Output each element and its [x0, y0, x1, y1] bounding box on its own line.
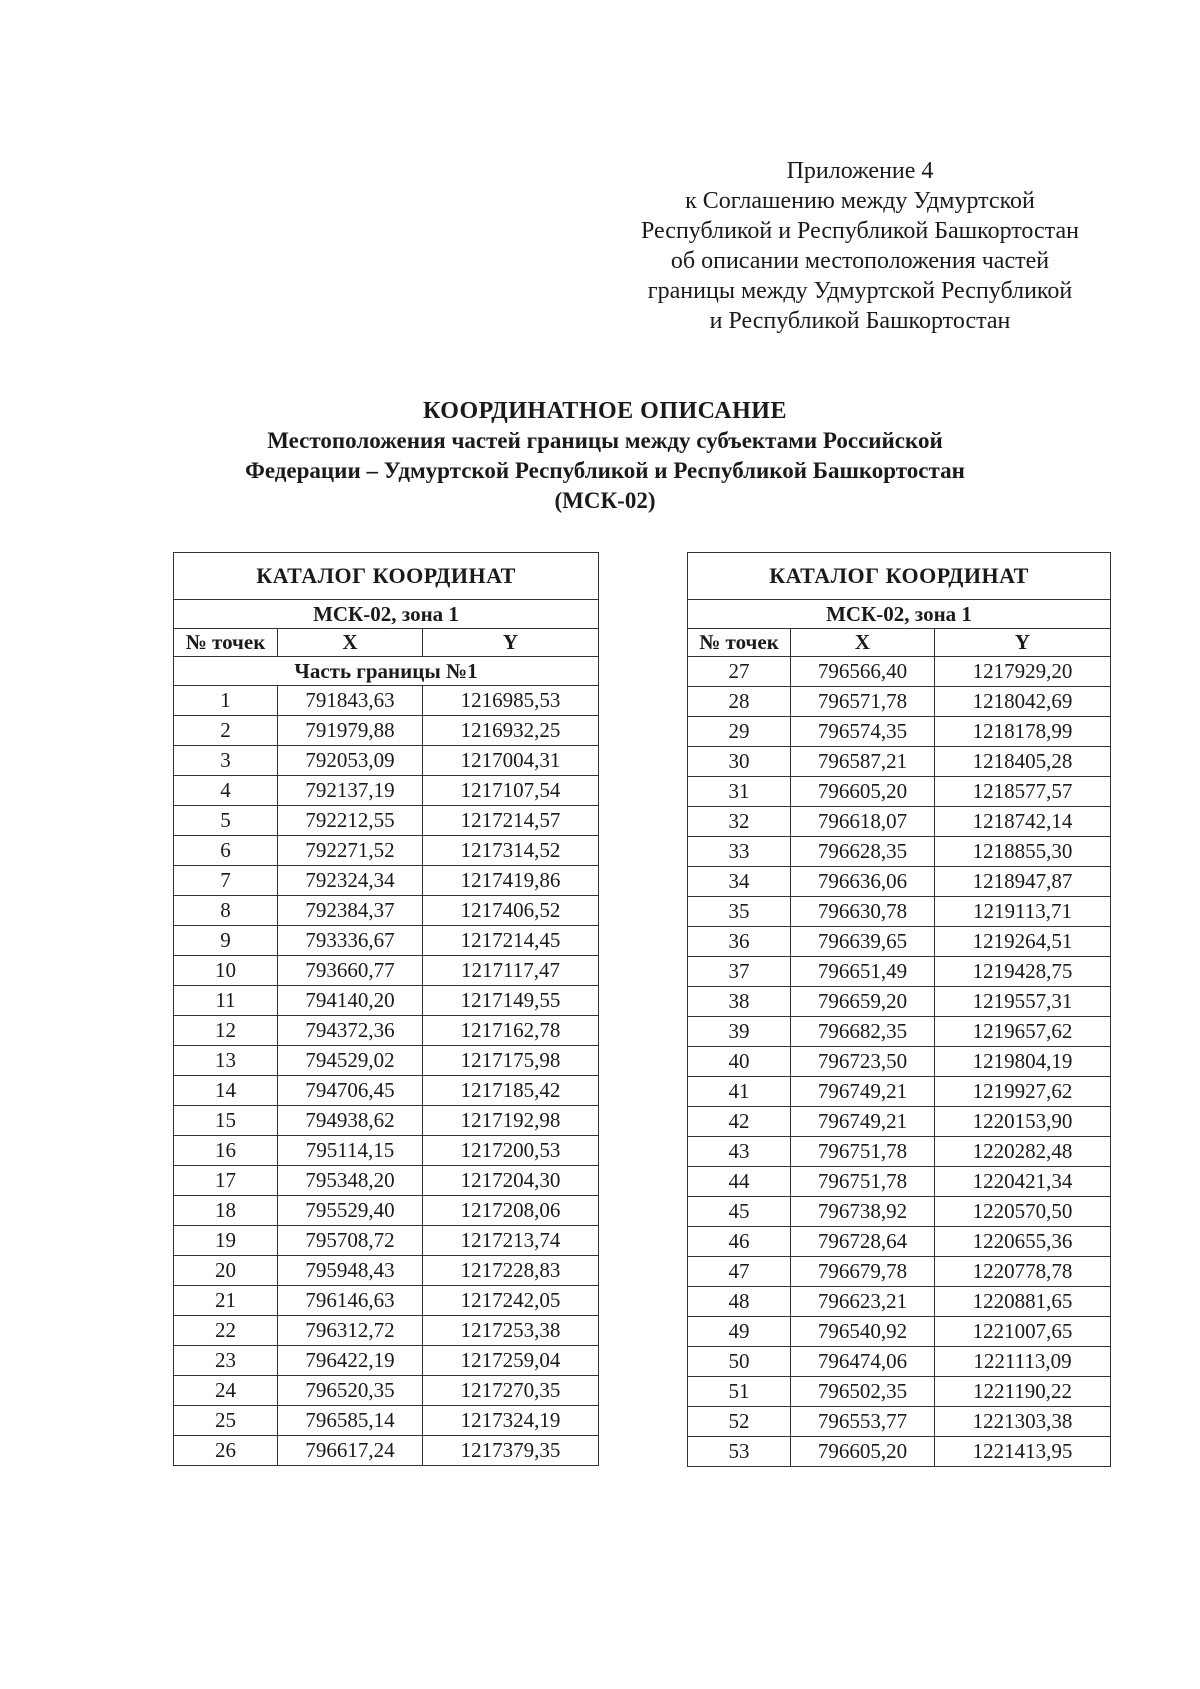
table-row: [688, 1317, 1111, 1347]
catalog-title: КАТАЛОГ КООРДИНАТ: [688, 553, 1111, 600]
point-number-cell: 14: [174, 1076, 278, 1106]
x-coordinate-cell: 795348,20: [278, 1166, 423, 1196]
y-coordinate-cell: 1221190,22: [935, 1377, 1111, 1407]
y-coordinate-cell: 1218178,99: [935, 717, 1111, 747]
point-number-cell: 4: [174, 776, 278, 806]
table-row: [688, 1287, 1111, 1317]
point-number-cell: 45: [688, 1197, 791, 1227]
point-number-cell: 13: [174, 1046, 278, 1076]
table-row: [688, 837, 1111, 867]
y-coordinate-cell: 1220570,50: [935, 1197, 1111, 1227]
table-row: [174, 1256, 599, 1286]
y-coordinate-cell: 1217192,98: [423, 1106, 599, 1136]
x-coordinate-cell: 796659,20: [791, 987, 935, 1017]
point-number-cell: 51: [688, 1377, 791, 1407]
x-coordinate-cell: 796605,20: [791, 1437, 935, 1467]
x-coordinate-cell: 796728,64: [791, 1227, 935, 1257]
table-row: [688, 1047, 1111, 1077]
table-row: [688, 1437, 1111, 1467]
y-coordinate-cell: 1221303,38: [935, 1407, 1111, 1437]
y-coordinate-cell: 1217379,35: [423, 1436, 599, 1466]
point-number-cell: 19: [174, 1226, 278, 1256]
document-title: [180, 396, 1030, 516]
title-subline: Федерации – Удмуртской Республикой и Республикой Башкортостан: [245, 458, 965, 483]
table-row: [174, 1196, 599, 1226]
x-coordinate-cell: 792137,19: [278, 776, 423, 806]
y-coordinate-cell: 1219557,31: [935, 987, 1111, 1017]
point-number-cell: 24: [174, 1376, 278, 1406]
appendix-line: Приложение 4: [786, 158, 934, 184]
x-coordinate-cell: 796639,65: [791, 927, 935, 957]
y-coordinate-cell: 1217270,35: [423, 1376, 599, 1406]
table-row: [688, 1257, 1111, 1287]
y-coordinate-cell: 1217004,31: [423, 746, 599, 776]
x-coordinate-cell: 796571,78: [791, 687, 935, 717]
point-number-cell: 47: [688, 1257, 791, 1287]
column-header-point: № точек: [688, 629, 791, 657]
y-coordinate-cell: 1217213,74: [423, 1226, 599, 1256]
point-number-cell: 7: [174, 866, 278, 896]
point-number-cell: 39: [688, 1017, 791, 1047]
x-coordinate-cell: 796312,72: [278, 1316, 423, 1346]
x-coordinate-cell: 796605,20: [791, 777, 935, 807]
boundary-part-label: Часть границы №1: [174, 657, 599, 686]
point-number-cell: 21: [174, 1286, 278, 1316]
point-number-cell: 27: [688, 657, 791, 687]
coordinate-catalog-left: [173, 552, 599, 1466]
point-number-cell: 29: [688, 717, 791, 747]
column-header-point: № точек: [174, 629, 278, 657]
table-row: [688, 1197, 1111, 1227]
x-coordinate-cell: 796617,24: [278, 1436, 423, 1466]
point-number-cell: 36: [688, 927, 791, 957]
x-coordinate-cell: 795708,72: [278, 1226, 423, 1256]
x-coordinate-cell: 792384,37: [278, 896, 423, 926]
y-coordinate-cell: 1217314,52: [423, 836, 599, 866]
table-row: [688, 927, 1111, 957]
x-coordinate-cell: 796585,14: [278, 1406, 423, 1436]
point-number-cell: 48: [688, 1287, 791, 1317]
table-row: [688, 897, 1111, 927]
point-number-cell: 18: [174, 1196, 278, 1226]
x-coordinate-cell: 792212,55: [278, 806, 423, 836]
x-coordinate-cell: 796502,35: [791, 1377, 935, 1407]
point-number-cell: 43: [688, 1137, 791, 1167]
table-row: [688, 867, 1111, 897]
point-number-cell: 50: [688, 1347, 791, 1377]
point-number-cell: 46: [688, 1227, 791, 1257]
y-coordinate-cell: 1217214,45: [423, 926, 599, 956]
y-coordinate-cell: 1217175,98: [423, 1046, 599, 1076]
x-coordinate-cell: 796749,21: [791, 1107, 935, 1137]
y-coordinate-cell: 1219113,71: [935, 897, 1111, 927]
x-coordinate-cell: 796618,07: [791, 807, 935, 837]
x-coordinate-cell: 794140,20: [278, 986, 423, 1016]
y-coordinate-cell: 1217214,57: [423, 806, 599, 836]
point-number-cell: 11: [174, 986, 278, 1016]
table-row: [688, 747, 1111, 777]
x-coordinate-cell: 795114,15: [278, 1136, 423, 1166]
y-coordinate-cell: 1220655,36: [935, 1227, 1111, 1257]
x-coordinate-cell: 793660,77: [278, 956, 423, 986]
x-coordinate-cell: 796651,49: [791, 957, 935, 987]
y-coordinate-cell: 1221007,65: [935, 1317, 1111, 1347]
column-header-y: Y: [935, 629, 1111, 657]
point-number-cell: 38: [688, 987, 791, 1017]
x-coordinate-cell: 796623,21: [791, 1287, 935, 1317]
point-number-cell: 41: [688, 1077, 791, 1107]
y-coordinate-cell: 1220153,90: [935, 1107, 1111, 1137]
point-number-cell: 10: [174, 956, 278, 986]
y-coordinate-cell: 1219657,62: [935, 1017, 1111, 1047]
x-coordinate-cell: 796630,78: [791, 897, 935, 927]
x-coordinate-cell: 792324,34: [278, 866, 423, 896]
table-row: [174, 1016, 599, 1046]
y-coordinate-cell: 1218855,30: [935, 837, 1111, 867]
x-coordinate-cell: 794529,02: [278, 1046, 423, 1076]
point-number-cell: 53: [688, 1437, 791, 1467]
table-row: [174, 896, 599, 926]
table-row: [174, 1136, 599, 1166]
y-coordinate-cell: 1217406,52: [423, 896, 599, 926]
y-coordinate-cell: 1218947,87: [935, 867, 1111, 897]
zone-label: МСК-02, зона 1: [174, 600, 599, 629]
appendix-line: к Соглашению между Удмуртской: [685, 188, 1035, 214]
y-coordinate-cell: 1217117,47: [423, 956, 599, 986]
x-coordinate-cell: 796682,35: [791, 1017, 935, 1047]
table-row: [174, 986, 599, 1016]
y-coordinate-cell: 1217200,53: [423, 1136, 599, 1166]
x-coordinate-cell: 796146,63: [278, 1286, 423, 1316]
table-row: [688, 657, 1111, 687]
y-coordinate-cell: 1218405,28: [935, 747, 1111, 777]
column-header-x: X: [278, 629, 423, 657]
point-number-cell: 1: [174, 686, 278, 716]
table-row: [174, 746, 599, 776]
x-coordinate-cell: 796723,50: [791, 1047, 935, 1077]
table-row: [688, 807, 1111, 837]
y-coordinate-cell: 1217324,19: [423, 1406, 599, 1436]
point-number-cell: 49: [688, 1317, 791, 1347]
y-coordinate-cell: 1220421,34: [935, 1167, 1111, 1197]
point-number-cell: 6: [174, 836, 278, 866]
table-row: [174, 1046, 599, 1076]
x-coordinate-cell: 794938,62: [278, 1106, 423, 1136]
y-coordinate-cell: 1217208,06: [423, 1196, 599, 1226]
point-number-cell: 44: [688, 1167, 791, 1197]
point-number-cell: 20: [174, 1256, 278, 1286]
x-coordinate-cell: 796636,06: [791, 867, 935, 897]
y-coordinate-cell: 1220282,48: [935, 1137, 1111, 1167]
table-row: [688, 1407, 1111, 1437]
x-coordinate-cell: 796574,35: [791, 717, 935, 747]
x-coordinate-cell: 793336,67: [278, 926, 423, 956]
point-number-cell: 26: [174, 1436, 278, 1466]
point-number-cell: 37: [688, 957, 791, 987]
table-row: [174, 1346, 599, 1376]
x-coordinate-cell: 791979,88: [278, 716, 423, 746]
x-coordinate-cell: 796474,06: [791, 1347, 935, 1377]
table-row: [174, 1316, 599, 1346]
point-number-cell: 35: [688, 897, 791, 927]
x-coordinate-cell: 796422,19: [278, 1346, 423, 1376]
point-number-cell: 17: [174, 1166, 278, 1196]
appendix-header: [600, 156, 1120, 336]
table-row: [174, 1226, 599, 1256]
x-coordinate-cell: 795529,40: [278, 1196, 423, 1226]
point-number-cell: 42: [688, 1107, 791, 1137]
point-number-cell: 28: [688, 687, 791, 717]
y-coordinate-cell: 1219428,75: [935, 957, 1111, 987]
table-row: [174, 866, 599, 896]
x-coordinate-cell: 792053,09: [278, 746, 423, 776]
table-row: [688, 1107, 1111, 1137]
point-number-cell: 40: [688, 1047, 791, 1077]
table-row: [174, 806, 599, 836]
y-coordinate-cell: 1217929,20: [935, 657, 1111, 687]
table-row: [688, 1017, 1111, 1047]
table-row: [688, 687, 1111, 717]
y-coordinate-cell: 1217419,86: [423, 866, 599, 896]
coordinate-catalog-right: [687, 552, 1111, 1467]
zone-label: МСК-02, зона 1: [688, 600, 1111, 629]
catalog-title: КАТАЛОГ КООРДИНАТ: [174, 553, 599, 600]
point-number-cell: 31: [688, 777, 791, 807]
point-number-cell: 3: [174, 746, 278, 776]
point-number-cell: 9: [174, 926, 278, 956]
point-number-cell: 32: [688, 807, 791, 837]
point-number-cell: 8: [174, 896, 278, 926]
column-header-x: X: [791, 629, 935, 657]
y-coordinate-cell: 1217162,78: [423, 1016, 599, 1046]
point-number-cell: 16: [174, 1136, 278, 1166]
y-coordinate-cell: 1220778,78: [935, 1257, 1111, 1287]
y-coordinate-cell: 1217185,42: [423, 1076, 599, 1106]
y-coordinate-cell: 1217228,83: [423, 1256, 599, 1286]
table-row: [688, 1137, 1111, 1167]
point-number-cell: 52: [688, 1407, 791, 1437]
table-row: [688, 1227, 1111, 1257]
table-row: [174, 1286, 599, 1316]
point-number-cell: 15: [174, 1106, 278, 1136]
table-row: [174, 686, 599, 716]
y-coordinate-cell: 1217107,54: [423, 776, 599, 806]
point-number-cell: 22: [174, 1316, 278, 1346]
x-coordinate-cell: 796566,40: [791, 657, 935, 687]
table-row: [174, 836, 599, 866]
y-coordinate-cell: 1220881,65: [935, 1287, 1111, 1317]
y-coordinate-cell: 1221113,09: [935, 1347, 1111, 1377]
table-row: [688, 1077, 1111, 1107]
y-coordinate-cell: 1221413,95: [935, 1437, 1111, 1467]
x-coordinate-cell: 796751,78: [791, 1137, 935, 1167]
appendix-line: границы между Удмуртской Республикой: [647, 278, 1073, 304]
y-coordinate-cell: 1217204,30: [423, 1166, 599, 1196]
title-main: КООРДИНАТНОЕ ОПИСАНИЕ: [423, 398, 787, 424]
appendix-line: об описании местоположения частей: [670, 248, 1050, 274]
y-coordinate-cell: 1217149,55: [423, 986, 599, 1016]
point-number-cell: 2: [174, 716, 278, 746]
x-coordinate-cell: 796738,92: [791, 1197, 935, 1227]
table-row: [688, 777, 1111, 807]
y-coordinate-cell: 1218042,69: [935, 687, 1111, 717]
y-coordinate-cell: 1218577,57: [935, 777, 1111, 807]
x-coordinate-cell: 796540,92: [791, 1317, 935, 1347]
table-row: [174, 776, 599, 806]
table-row: [174, 1436, 599, 1466]
point-number-cell: 25: [174, 1406, 278, 1436]
y-coordinate-cell: 1219927,62: [935, 1077, 1111, 1107]
table-row: [174, 1166, 599, 1196]
x-coordinate-cell: 796587,21: [791, 747, 935, 777]
x-coordinate-cell: 796751,78: [791, 1167, 935, 1197]
table-row: [174, 1406, 599, 1436]
table-row: [174, 956, 599, 986]
title-subline: (МСК-02): [554, 488, 656, 513]
table-row: [688, 717, 1111, 747]
table-row: [688, 957, 1111, 987]
table-row: [688, 987, 1111, 1017]
x-coordinate-cell: 796553,77: [791, 1407, 935, 1437]
point-number-cell: 23: [174, 1346, 278, 1376]
y-coordinate-cell: 1216932,25: [423, 716, 599, 746]
point-number-cell: 5: [174, 806, 278, 836]
table-row: [174, 1076, 599, 1106]
point-number-cell: 12: [174, 1016, 278, 1046]
x-coordinate-cell: 796679,78: [791, 1257, 935, 1287]
column-header-y: Y: [423, 629, 599, 657]
point-number-cell: 33: [688, 837, 791, 867]
table-row: [174, 926, 599, 956]
point-number-cell: 30: [688, 747, 791, 777]
appendix-line: Республикой и Республикой Башкортостан: [641, 218, 1079, 244]
x-coordinate-cell: 792271,52: [278, 836, 423, 866]
table-row: [688, 1167, 1111, 1197]
y-coordinate-cell: 1217242,05: [423, 1286, 599, 1316]
x-coordinate-cell: 791843,63: [278, 686, 423, 716]
x-coordinate-cell: 794372,36: [278, 1016, 423, 1046]
y-coordinate-cell: 1219804,19: [935, 1047, 1111, 1077]
title-subline: Местоположения частей границы между субъектами Российской: [267, 428, 943, 453]
y-coordinate-cell: 1219264,51: [935, 927, 1111, 957]
x-coordinate-cell: 794706,45: [278, 1076, 423, 1106]
y-coordinate-cell: 1217259,04: [423, 1346, 599, 1376]
y-coordinate-cell: 1216985,53: [423, 686, 599, 716]
x-coordinate-cell: 796749,21: [791, 1077, 935, 1107]
x-coordinate-cell: 796628,35: [791, 837, 935, 867]
table-row: [688, 1347, 1111, 1377]
point-number-cell: 34: [688, 867, 791, 897]
y-coordinate-cell: 1217253,38: [423, 1316, 599, 1346]
appendix-line: и Республикой Башкортостан: [709, 308, 1011, 334]
table-row: [688, 1377, 1111, 1407]
y-coordinate-cell: 1218742,14: [935, 807, 1111, 837]
table-row: [174, 716, 599, 746]
x-coordinate-cell: 796520,35: [278, 1376, 423, 1406]
table-row: [174, 1376, 599, 1406]
x-coordinate-cell: 795948,43: [278, 1256, 423, 1286]
table-row: [174, 1106, 599, 1136]
